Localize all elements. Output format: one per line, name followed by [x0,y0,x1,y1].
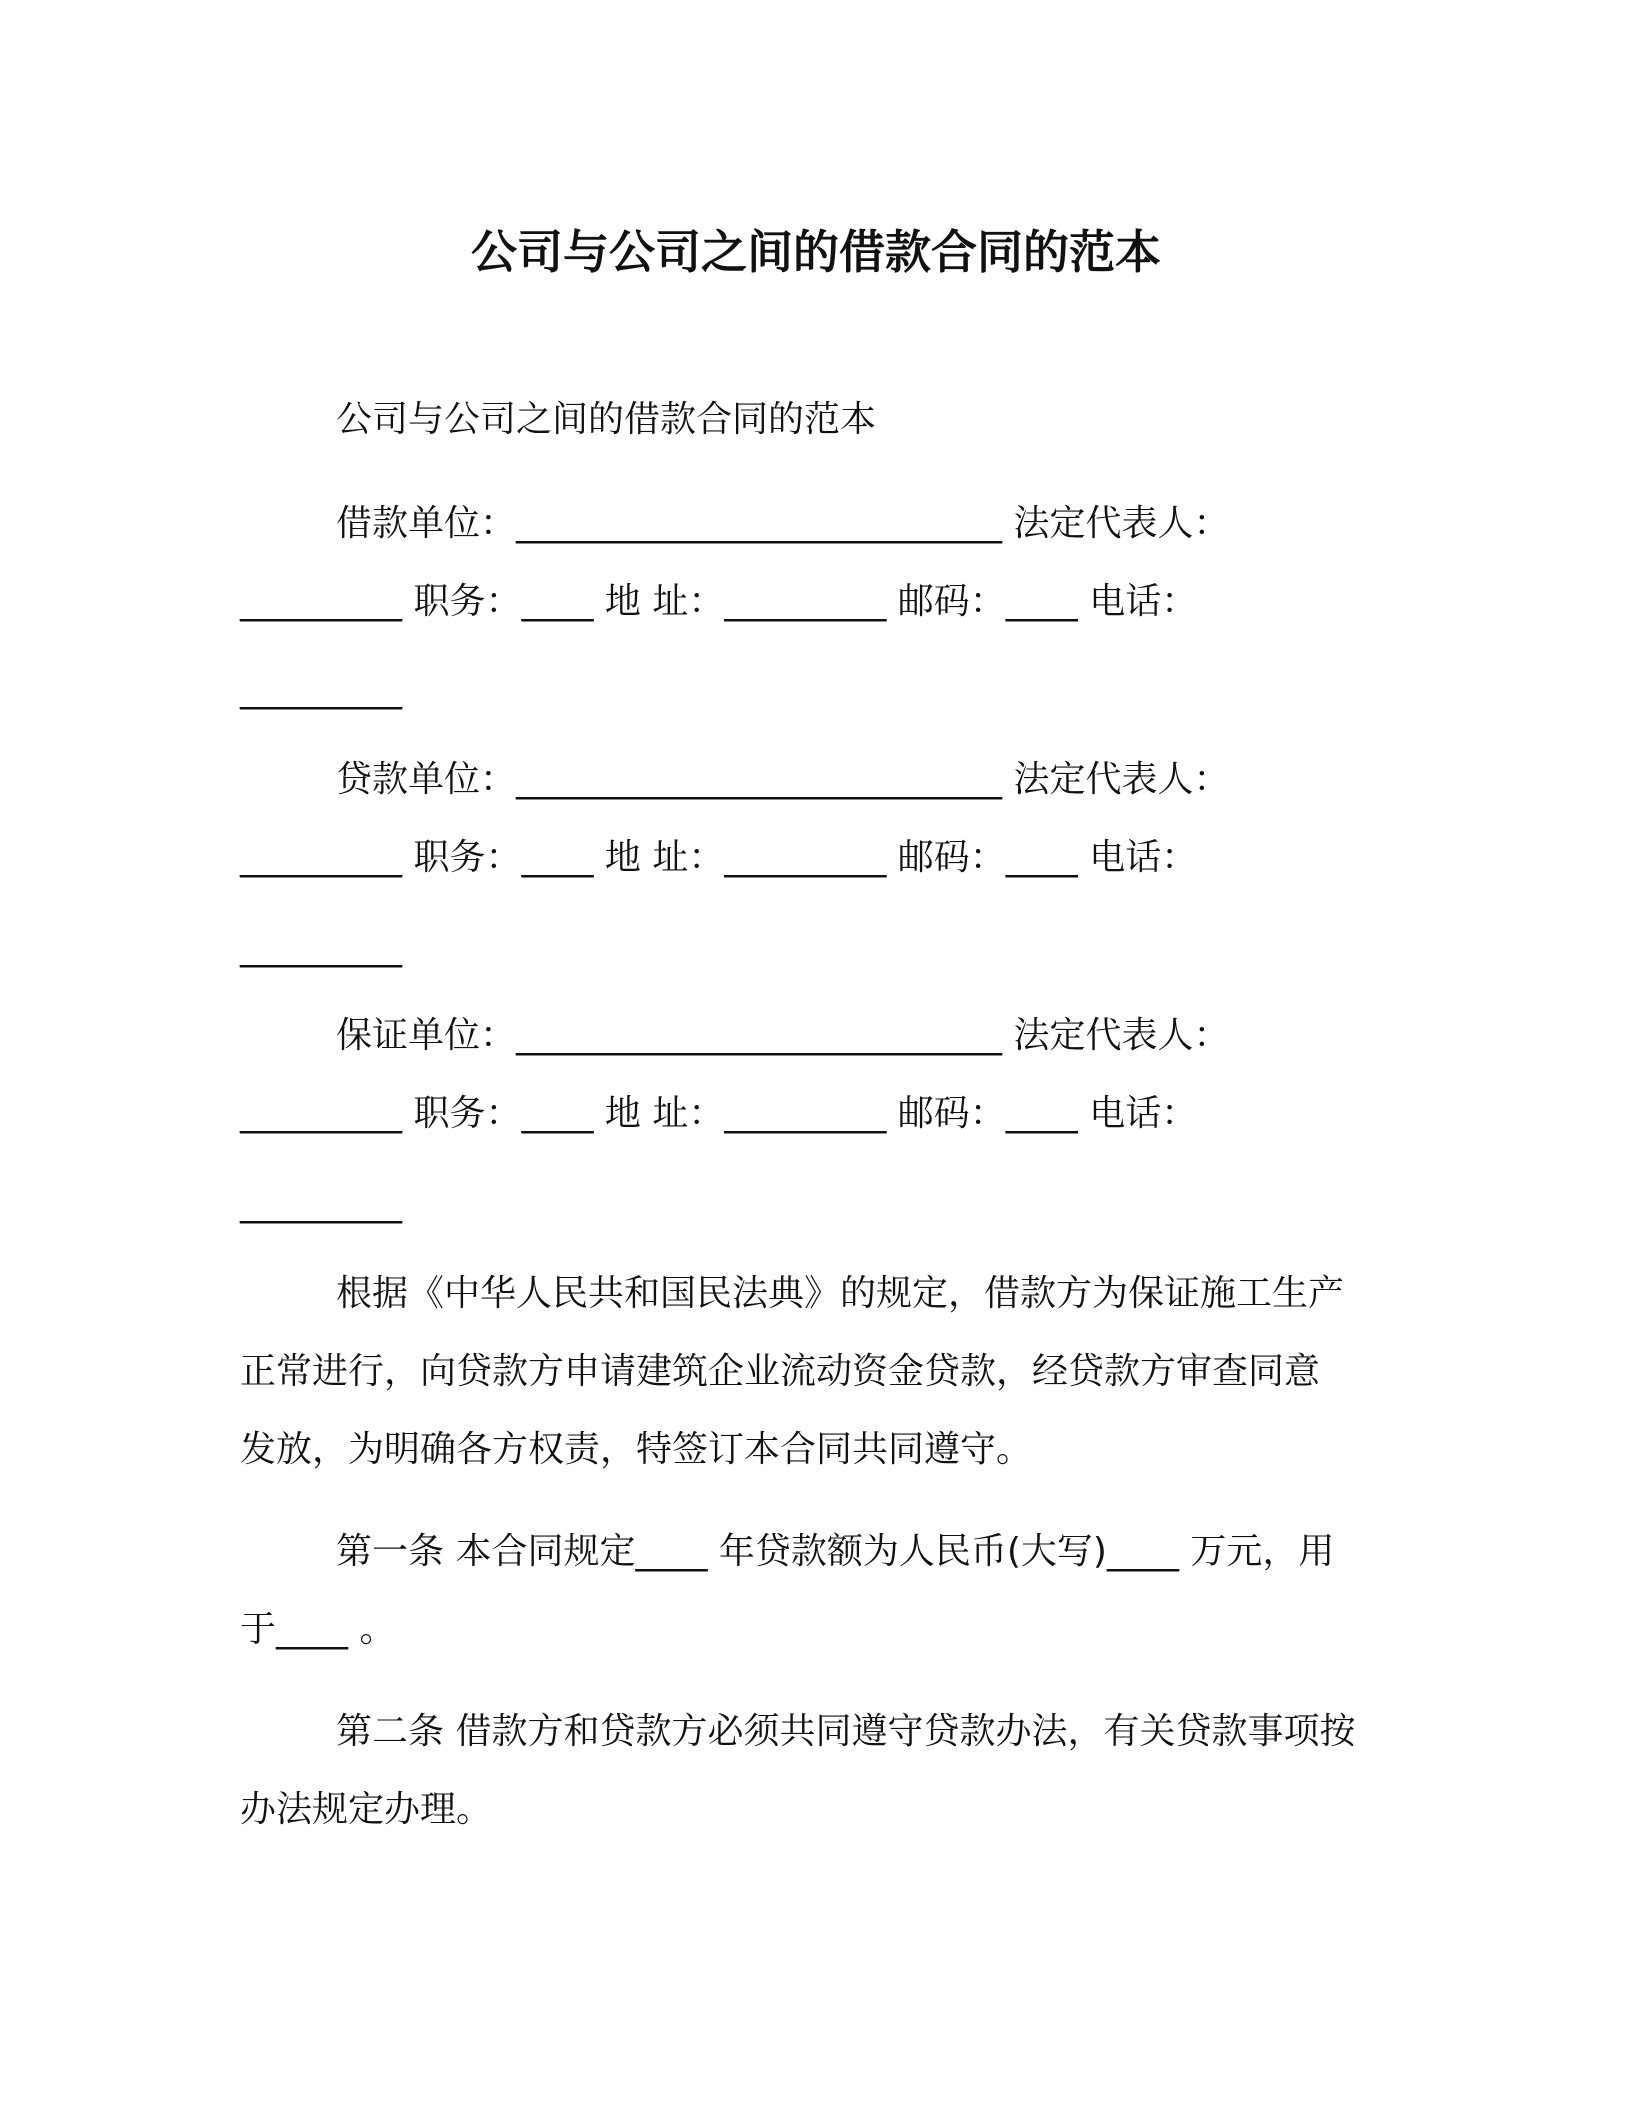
guarantor-line-2: _________ 职务：____ 地 址：_________ 邮码：____ 电话： [240,1093,1198,1134]
document-title: 公司与公司之间的借款合同的范本 [471,225,1161,279]
borrower-line-3: _________ [240,669,402,710]
article-2-line-1: 第二条 借款方和贷款方必须共同遵守贷款办法，有关贷款事项按 [336,1711,1356,1752]
lender-line-2: _________ 职务：____ 地 址：_________ 邮码：____ 电话： [240,837,1198,878]
guarantor-line-1: 保证单位：___________________________ 法定代表人： [336,1015,1230,1056]
lender-line-3: _________ [240,927,402,968]
guarantor-line-3: _________ [240,1183,402,1224]
borrower-line-1: 借款单位：___________________________ 法定代表人： [336,503,1230,544]
borrower-line-2: _________ 职务：____ 地 址：_________ 邮码：____ 电话： [240,581,1198,622]
preamble-line-3: 发放，为明确各方权责，特签订本合同共同遵守。 [240,1429,1033,1470]
document-subtitle: 公司与公司之间的借款合同的范本 [336,399,877,440]
article-1-line-2: 于____ 。 [240,1609,396,1650]
preamble-line-2: 正常进行，向贷款方申请建筑企业流动资金贷款，经贷款方审查同意 [240,1351,1321,1392]
lender-line-1: 贷款单位：___________________________ 法定代表人： [336,759,1230,800]
article-2-line-2: 办法规定办理。 [240,1789,493,1830]
preamble-line-1: 根据《中华人民共和国民法典》的规定，借款方为保证施工生产 [336,1273,1345,1314]
article-1-line-1: 第一条 本合同规定____ 年贷款额为人民币(大写)____ 万元，用 [336,1531,1335,1572]
